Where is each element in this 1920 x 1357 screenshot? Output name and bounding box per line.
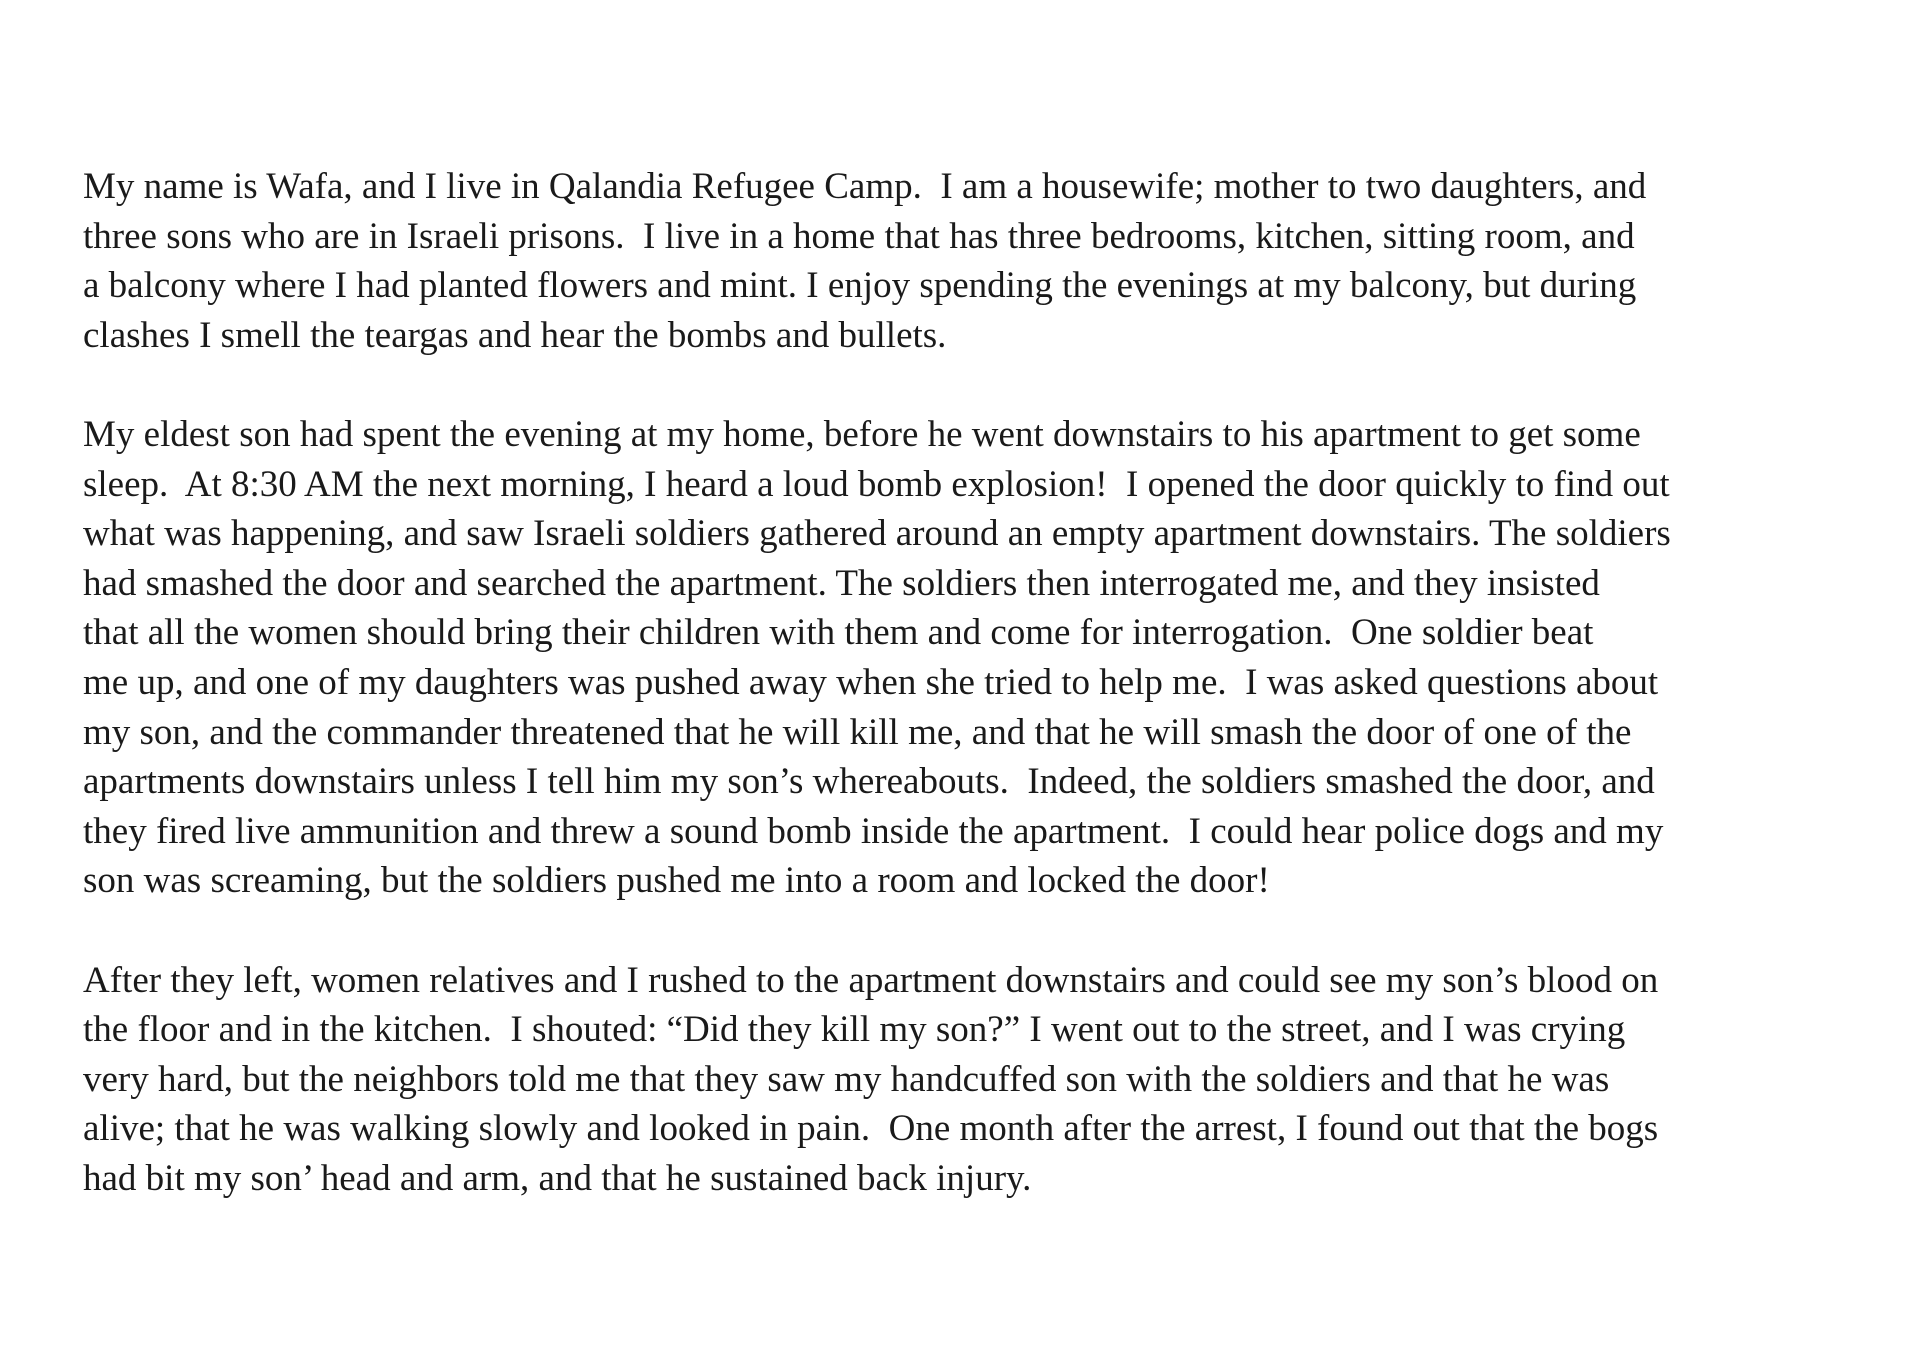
text-line: they fired live ammunition and threw a sound bomb inside the apartment. I could hear police dogs and my: [83, 810, 1664, 852]
paragraph-3: [83, 956, 1883, 1204]
paragraph-1: [83, 162, 1883, 360]
text-line: had smashed the door and searched the apartment. The soldiers then interrogated me, and they insisted: [83, 562, 1600, 604]
text-line: very hard, but the neighbors told me that they saw my handcuffed son with the soldiers and that he was: [83, 1058, 1610, 1100]
text-line: had bit my son’ head and arm, and that he sustained back injury.: [83, 1157, 1032, 1199]
document-body: [83, 162, 1883, 1253]
text-line: My eldest son had spent the evening at my home, before he went downstairs to his apartment to get some: [83, 413, 1641, 455]
text-line: clashes I smell the teargas and hear the bombs and bullets.: [83, 314, 947, 356]
text-line: My name is Wafa, and I live in Qalandia Refugee Camp. I am a housewife; mother to two daughters, and: [83, 166, 1647, 207]
text-line: sleep. At 8:30 AM the next morning, I heard a loud bomb explosion! I opened the door quickly to find out: [83, 463, 1670, 505]
text-line: what was happening, and saw Israeli soldiers gathered around an empty apartment downstairs. The soldiers: [83, 513, 1671, 555]
text-line: alive; that he was walking slowly and looked in pain. One month after the arrest, I found out that the bogs: [83, 1108, 1659, 1150]
text-line: my son, and the commander threatened that he will kill me, and that he will smash the door of one of the: [83, 711, 1632, 753]
text-line: apartments downstairs unless I tell him my son’s whereabouts. Indeed, the soldiers smashed the door, and: [83, 761, 1655, 803]
text-line: me up, and one of my daughters was pushed away when she tried to help me. I was asked questions about: [83, 661, 1659, 703]
paragraph-2: [83, 410, 1883, 906]
text-line: a balcony where I had planted flowers and mint. I enjoy spending the evenings at my balcony, but during: [83, 265, 1637, 307]
text-line: son was screaming, but the soldiers pushed me into a room and locked the door!: [83, 860, 1270, 902]
text-line: that all the women should bring their children with them and come for interrogation. One soldier beat: [83, 612, 1594, 654]
text-line: three sons who are in Israeli prisons. I live in a home that has three bedrooms, kitchen, sitting room, and: [83, 215, 1635, 257]
text-line: After they left, women relatives and I rushed to the apartment downstairs and could see my son’s blood on: [83, 959, 1659, 1001]
text-line: the floor and in the kitchen. I shouted: “Did they kill my son?” I went out to the street, and I was crying: [83, 1009, 1626, 1051]
